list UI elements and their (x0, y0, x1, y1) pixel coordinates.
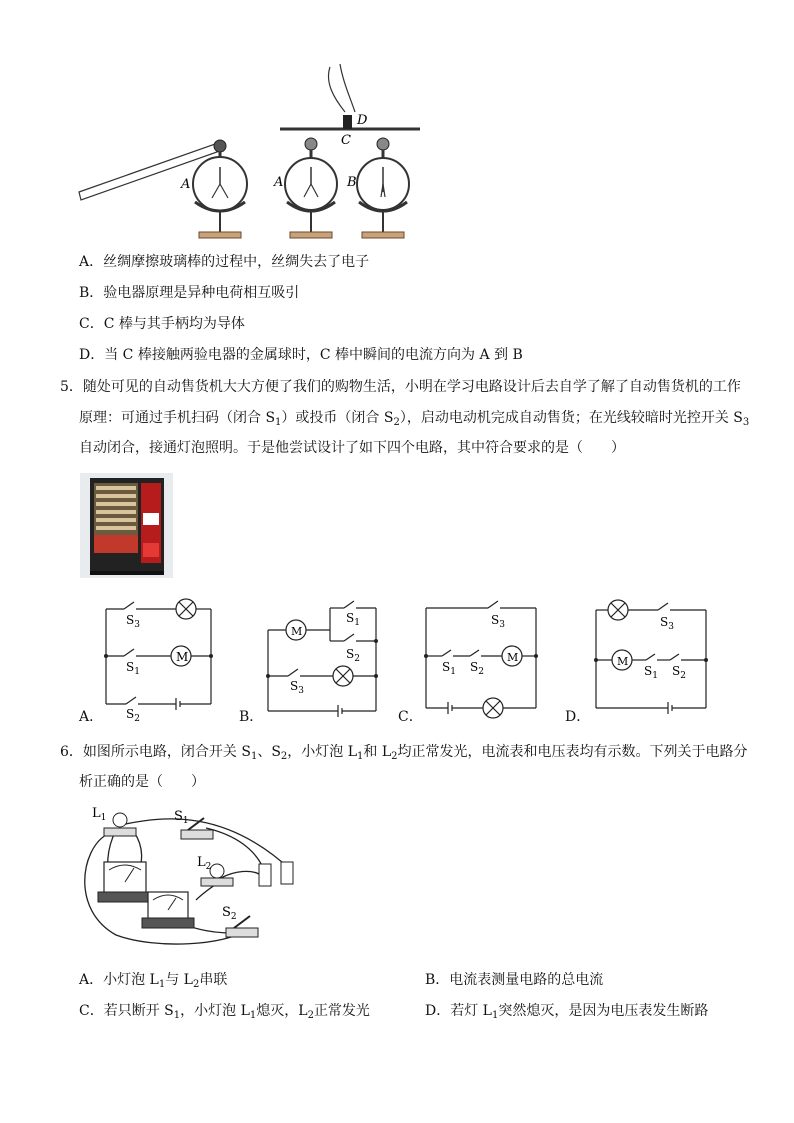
svg-text:S2: $S_2$ (470, 660, 484, 677)
q5-circuit-b (258, 596, 383, 721)
svg-text:S1: $S_1$ (346, 611, 360, 628)
svg-text:L1: $L_1$ (92, 806, 107, 823)
svg-text:S2: $S_2$ (222, 905, 237, 922)
svg-text:M: M (176, 650, 189, 664)
q5-option-d[interactable]: D． (565, 709, 591, 725)
svg-text:S3: $S_3$ (491, 613, 505, 630)
q4-electroscope-figure (75, 62, 435, 244)
svg-text:M: M (617, 655, 629, 668)
q6-option-b[interactable]: B．电流表测量电路的总电流 (425, 972, 604, 988)
svg-text:S3: $S_3$ (290, 679, 304, 696)
label-d: D (357, 113, 368, 128)
label-a2: A (274, 175, 284, 190)
q5-option-b[interactable]: B． (239, 709, 264, 725)
q5-circuit-d (588, 596, 713, 721)
voltmeter (98, 862, 152, 902)
ammeter (142, 892, 194, 928)
svg-text:S1: $S_1$ (644, 664, 658, 681)
svg-text:L2: $L_2$ (197, 855, 212, 872)
q4-option-a[interactable]: A．丝绸摩擦玻璃棒的过程中，丝绸失去了电子 (79, 254, 370, 270)
electroscope-a-right (285, 138, 337, 238)
q6-option-a[interactable]: A．小灯泡 $L_1$与 $L_2$串联 (79, 972, 228, 990)
svg-text:S2: $S_2$ (126, 707, 140, 722)
q5-stem-line1: 5．随处可见的自动售货机大大方便了我们的购物生活，小明在学习电路设计后去自学了解了自动售货机的工作 (60, 379, 741, 395)
q6-option-d[interactable]: D．若灯 $L_1$突然熄灭，是因为电压表发生断路 (425, 1003, 709, 1021)
electroscope-b (357, 138, 409, 238)
svg-text:M: M (291, 625, 303, 638)
q6-stem-line2: 析正确的是（ ） (79, 774, 205, 790)
q6-stem-line1: 6．如图所示电路，闭合开关 $S_1$、$S_2$，小灯泡 $L_1$和 $L_2$均正常发光，电流表和电压表均有示数。下列关于电路分 (60, 744, 748, 762)
q5-stem-line2: 原理：可通过手机扫码（闭合 $S_1$）或投币（闭合 $S_2$），启动电动机完成自动售货；在光线较暗时光控开关 $S_3$ (79, 410, 750, 428)
svg-text:S1: $S_1$ (174, 809, 189, 826)
svg-text:S1: $S_1$ (126, 660, 140, 677)
svg-text:S2: $S_2$ (346, 647, 360, 664)
svg-text:S1: $S_1$ (442, 660, 456, 677)
q5-circuit-c (418, 596, 543, 721)
svg-text:S3: $S_3$ (126, 613, 140, 630)
q4-option-d[interactable]: D．当 C 棒接触两验电器的金属球时，C 棒中瞬间的电流方向为 A 到 B (79, 347, 523, 363)
svg-text:M: M (507, 651, 519, 664)
q4-option-c[interactable]: C．C 棒与其手柄均为导体 (79, 316, 245, 332)
q5-option-a[interactable]: A． (79, 709, 104, 725)
svg-text:S2: $S_2$ (672, 664, 686, 681)
q6-circuit-figure (76, 800, 306, 950)
q5-stem-line3: 自动闭合，接通灯泡照明。于是他尝试设计了如下四个电路，其中符合要求的是（ ） (79, 440, 625, 456)
label-a1: A (181, 177, 191, 192)
vending-machine-photo (80, 473, 173, 578)
q5-option-c[interactable]: C． (398, 709, 423, 725)
q6-option-c[interactable]: C．若只断开 $S_1$，小灯泡 $L_1$熄灭，$L_2$正常发光 (79, 1003, 370, 1021)
label-c: C (341, 133, 351, 148)
label-b: B (347, 175, 357, 190)
q5-circuit-a (96, 594, 221, 722)
q4-option-b[interactable]: B．验电器原理是异种电荷相互吸引 (79, 285, 300, 301)
svg-text:S3: $S_3$ (660, 615, 674, 632)
